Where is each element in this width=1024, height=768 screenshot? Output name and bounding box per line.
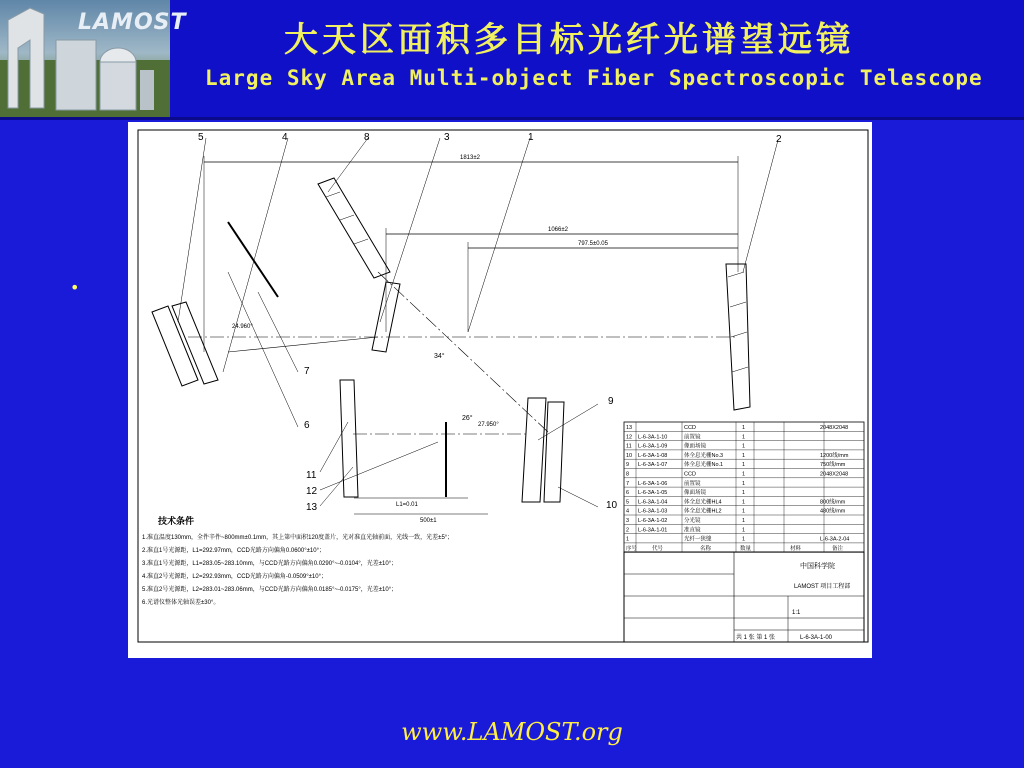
lamost-logo-photo [0, 0, 187, 117]
title-block [624, 552, 864, 642]
parts-row-name: 体全息光栅HL4 [684, 499, 722, 506]
parts-row-no: 7 [626, 480, 630, 487]
angle-27950: 27.950° [478, 422, 499, 428]
callout-9: 9 [608, 396, 614, 407]
notes-title: 技术条件 [158, 516, 195, 526]
callout-8: 8 [364, 132, 370, 143]
dimension-total: 1813±2 [460, 155, 480, 161]
parts-row-code: L-6-3A-1-03 [638, 508, 668, 515]
parts-row-code: L-6-3A-1-07 [638, 462, 668, 469]
header-divider [0, 117, 1024, 120]
callout-10: 10 [606, 500, 618, 511]
parts-header-cell: 序号 [626, 545, 638, 552]
parts-row-remark: 800线/mm [820, 499, 846, 506]
title-block-sheet: 共 1 张 第 1 张 [736, 635, 776, 641]
parts-row-code: L-6-3A-1-06 [638, 480, 668, 487]
note-line-6: 6.光谱仪整体光轴误差±30°。 [142, 600, 220, 606]
parts-header-cell: 数量 [740, 545, 752, 552]
callout-5: 5 [198, 132, 204, 143]
title-block-drawing-no: L-6-3A-1-00 [800, 635, 833, 641]
parts-row-no: 5 [626, 499, 630, 506]
note-line-4: 4.准直2号光源距，L2=292.93mm，CCD光路方向偏角-0.0509°±10°； [142, 574, 327, 580]
title-block-org: 中国科学院 [800, 563, 835, 570]
parts-row-qty: 1 [742, 499, 746, 506]
parts-row-no: 11 [626, 443, 632, 450]
parts-row-remark: 480线/mm [820, 508, 846, 515]
parts-row-name: 像面场镜 [684, 490, 707, 497]
parts-row-remark: L-6-3A-2-04 [820, 536, 850, 543]
parts-row-name: 前置镜 [684, 480, 701, 487]
parts-row-no: 3 [626, 518, 630, 524]
parts-row-name: 光纤一狭缝 [684, 536, 712, 543]
callout-13: 13 [306, 502, 318, 513]
parts-row-qty: 1 [742, 480, 746, 487]
parts-row-no: 6 [626, 490, 630, 497]
callout-6: 6 [304, 420, 310, 431]
note-line-2: 2.准直1号光源距，L1=292.97mm，CCD光路方向偏角0.0600°±10°； [142, 548, 325, 554]
parts-row-qty: 1 [742, 462, 746, 469]
parts-row-code: L-6-3A-1-04 [638, 499, 668, 506]
note-line-1: 1.准直温度130mm，全件辛件~800mm±0.1mm，其上第中面积120度盖片，光对准直光轴前面，光线一致，光差±5°； [142, 535, 454, 541]
parts-row-no: 4 [626, 508, 630, 515]
callout-11: 11 [306, 470, 317, 481]
parts-row-name: 体全息光栅No.3 [684, 452, 724, 459]
parts-row-remark: 750线/mm [820, 462, 846, 469]
parts-row-no: 9 [626, 462, 630, 469]
parts-row-code: L-6-3A-1-02 [638, 518, 668, 524]
angle-26: 26° [462, 415, 473, 422]
parts-row-name: 分光镜 [684, 518, 701, 524]
dimension-focus: 797.5±0.05 [578, 241, 608, 247]
title-block-scale: 1:1 [792, 610, 801, 616]
title-english: Large Sky Area Multi-object Fiber Spectroscopic Telescope [205, 66, 983, 90]
parts-row-qty: 1 [742, 443, 746, 450]
optical-layout-diagram [128, 122, 872, 658]
bullet-point: • [70, 278, 80, 297]
website-link[interactable]: www.LAMOST.org [401, 718, 623, 746]
angle-34: 34° [434, 353, 445, 360]
parts-row-remark: 1200线/mm [820, 452, 849, 459]
parts-header-cell: 备注 [832, 545, 844, 552]
parts-row-code: L-6-3A-1-10 [638, 434, 668, 441]
parts-row-code: L-6-3A-1-01 [638, 527, 668, 534]
parts-row-no: 1 [626, 536, 630, 543]
parts-row-code: L-6-3A-1-08 [638, 452, 668, 459]
parts-row-qty: 1 [742, 518, 746, 524]
parts-row-qty: 1 [742, 536, 746, 543]
callout-3: 3 [444, 132, 450, 143]
title-block-project: LAMOST 项目工程部 [794, 584, 851, 590]
parts-row-name: 像面场镜 [684, 443, 707, 450]
parts-header-cell: 名称 [700, 545, 712, 552]
parts-row-remark: 2048X2048 [820, 425, 849, 431]
callout-1: 1 [528, 132, 534, 143]
parts-row-code: L-6-3A-1-09 [638, 443, 668, 450]
callout-7: 7 [304, 366, 310, 377]
title-chinese: 大天区面积多目标光纤光谱望远镜 [284, 20, 854, 60]
parts-row-name: 准直镜 [684, 527, 701, 534]
parts-row-code: L-6-3A-1-05 [638, 490, 668, 497]
parts-row-name: 体全息光栅No.1 [684, 462, 724, 469]
parts-header-cell: 代号 [652, 545, 664, 552]
parts-header-cell: 材料 [790, 545, 802, 552]
callout-4: 4 [282, 132, 288, 143]
parts-row-no: 10 [626, 452, 633, 459]
parts-row-qty: 1 [742, 471, 746, 478]
parts-row-name: CCD [684, 471, 696, 478]
callout-12: 12 [306, 486, 318, 497]
parts-row-no: 13 [626, 425, 633, 431]
parts-row-qty: 1 [742, 425, 746, 431]
note-line-3: 3.准直1号光源距，L1=283.05~283.10mm，与CCD光路方向偏角0.0290°~-0.0104°，光差±10°； [142, 561, 398, 567]
parts-row-qty: 1 [742, 490, 746, 497]
callout-2: 2 [776, 134, 782, 145]
parts-list-table [624, 422, 864, 552]
parts-row-qty: 1 [742, 527, 746, 534]
note-line-5: 5.准直2号光源距，L2=283.01~283.06mm，与CCD光路方向偏角0.0185°~-0.0175°，光差±10°； [142, 587, 398, 593]
spectrograph-drawing [128, 122, 872, 658]
parts-row-no: 8 [626, 471, 630, 478]
parts-row-name: 前置镜 [684, 434, 701, 441]
dimension-l1: L1=0.01 [396, 502, 418, 508]
dimension-collimator: 1066±2 [548, 227, 568, 233]
slide-header [0, 0, 1024, 117]
parts-row-no: 2 [626, 527, 630, 534]
parts-row-no: 12 [626, 434, 633, 441]
parts-row-qty: 1 [742, 434, 746, 441]
parts-row-qty: 1 [742, 508, 746, 515]
parts-row-name: 体全息光栅HL2 [684, 508, 722, 515]
parts-row-qty: 1 [742, 452, 746, 459]
angle-24960: 24.960° [232, 324, 253, 330]
dimension-camera: 500±1 [420, 518, 437, 524]
parts-row-name: CCD [684, 425, 696, 431]
parts-row-remark: 2048X2048 [820, 471, 849, 478]
logo-wordmark: LAMOST [78, 10, 187, 35]
